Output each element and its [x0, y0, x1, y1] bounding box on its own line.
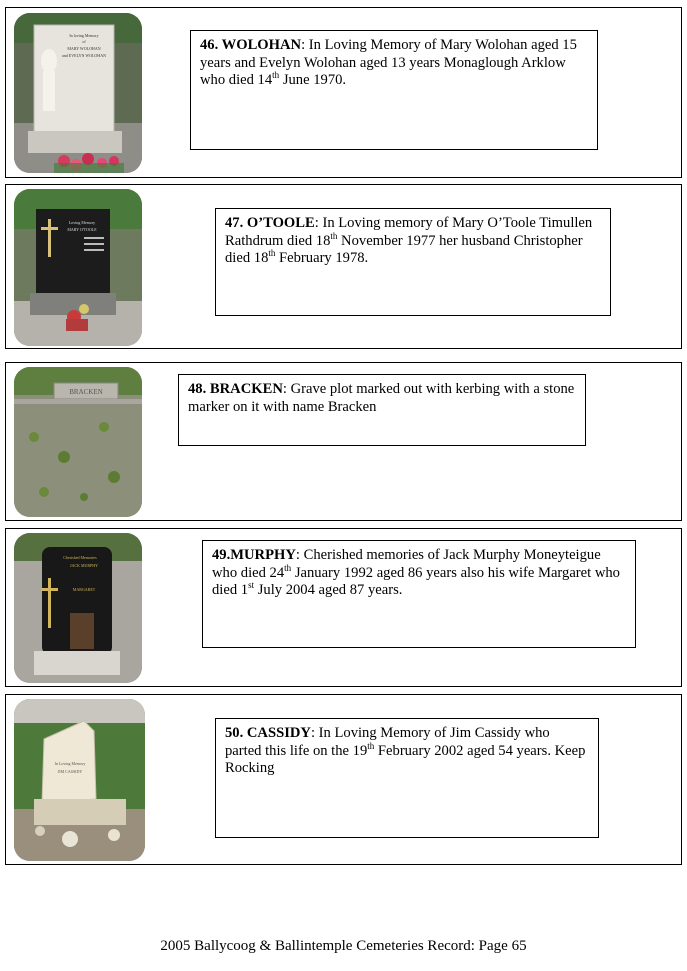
entry-heading: 49.MURPHY — [212, 547, 296, 563]
entry-text-box — [178, 374, 586, 446]
entry-description: : In Loving Memory of Mary Wolohan aged 15 years and Evelyn Wolohan aged 13 years Monaglough Arklow who died 14 — [200, 37, 577, 88]
photo-inscription: MARY WOLOHAN — [67, 46, 101, 51]
entry-text — [225, 725, 585, 776]
entry-description: January 1992 aged 86 years also his wife Margaret who died 1 — [212, 564, 620, 598]
entry-heading: 47. O’TOOLE — [225, 215, 315, 231]
ordinal-suffix: st — [248, 580, 255, 591]
ordinal-suffix: th — [330, 230, 338, 241]
entry-description: : In Loving Memory of Jim Cassidy who parted this life on the 19 — [225, 725, 550, 759]
entry-description: July 2004 aged 87 years. — [254, 582, 403, 598]
page-footer: 2005 Ballycoog & Ballintemple Cemeteries Record: Page 65 — [160, 938, 527, 954]
photo-inscription: In Loving Memory — [54, 761, 86, 766]
entry-text — [188, 381, 574, 415]
ordinal-suffix: th — [284, 562, 292, 573]
grave-photo — [14, 13, 142, 173]
entry-48 — [5, 362, 682, 521]
photo-inscription: JACK MURPHY — [69, 563, 99, 568]
ordinal-suffix: th — [367, 740, 375, 751]
entry-description: November 1977 her husband Christopher died 18 — [225, 232, 583, 266]
entry-description: : Grave plot marked out with kerbing with a stone marker on it with name Bracken — [188, 381, 575, 415]
photo-inscription: MARY O'TOOLE — [67, 227, 97, 232]
photo-inscription: Cherished Memories — [63, 555, 97, 560]
entry-49 — [5, 528, 682, 687]
grave-photo — [14, 533, 142, 683]
entry-description: June 1970. — [279, 72, 347, 88]
entry-text-box — [202, 540, 636, 648]
grave-photo — [14, 367, 142, 517]
entry-47 — [5, 184, 682, 349]
entry-text-box — [215, 208, 611, 316]
entry-46 — [5, 7, 682, 178]
photo-inscription: and EVELYN WOLOHAN — [62, 53, 106, 58]
photo-inscription: JIM CASSIDY — [57, 769, 83, 774]
entry-50 — [5, 694, 682, 865]
photo-inscription: of — [82, 39, 86, 44]
photo-inscription: MARGARET — [72, 587, 96, 592]
entry-heading: 48. BRACKEN — [188, 381, 283, 397]
grave-photo — [14, 189, 142, 346]
entry-text-box — [190, 30, 598, 150]
photo-inscription: BRACKEN — [69, 388, 103, 396]
grave-photo — [14, 699, 145, 861]
entry-description: : In Loving memory of Mary O’Toole Timullen Rathdrum died 18 — [225, 215, 593, 249]
ordinal-suffix: th — [268, 248, 276, 259]
ordinal-suffix: th — [272, 70, 280, 81]
entry-text — [212, 547, 620, 598]
entry-text-box — [215, 718, 599, 838]
photo-inscription: Loving Memory — [68, 220, 96, 225]
photo-inscription: In loving Memory — [69, 33, 99, 38]
entry-description: : Cherished memories of Jack Murphy Moneyteigue who died 24 — [212, 547, 601, 581]
entry-heading: 50. CASSIDY — [225, 725, 311, 741]
entry-description: February 2002 aged 54 years. Keep Rocking — [225, 742, 586, 776]
entry-text — [200, 37, 577, 88]
entry-heading: 46. WOLOHAN — [200, 37, 302, 53]
entry-description: February 1978. — [275, 250, 369, 266]
entry-text — [225, 215, 592, 266]
